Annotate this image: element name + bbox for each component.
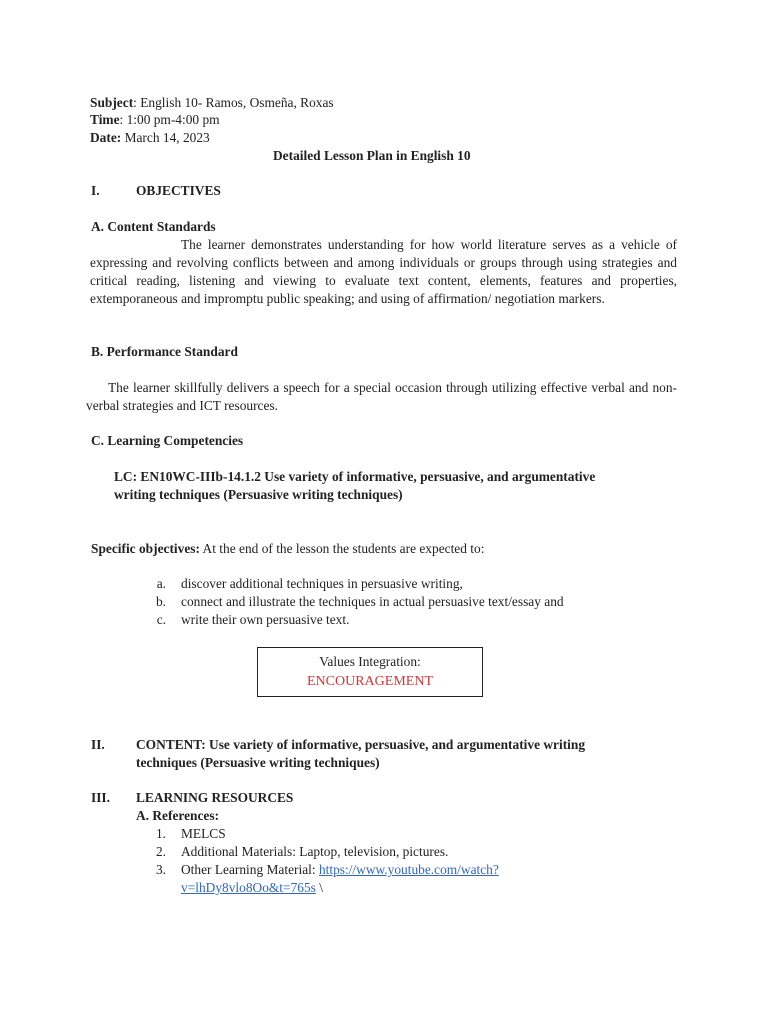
values-integration-value: ENCOURAGEMENT <box>307 674 433 689</box>
performance-standard-heading: B. Performance Standard <box>91 344 238 359</box>
youtube-link-part-1[interactable]: https://www.youtube.com/watch? <box>318 862 499 877</box>
date-label: Date: <box>90 130 122 145</box>
objectives-heading: OBJECTIVES <box>136 183 221 198</box>
lc-line-2: writing techniques (Persuasive writing techniques) <box>114 487 403 502</box>
reference-item: Additional Materials: Laptop, television, pictures. <box>181 844 449 859</box>
values-integration-box <box>257 647 483 697</box>
subject-value: : English 10- Ramos, Osmeña, Roxas <box>133 95 334 110</box>
time-label: Time <box>90 112 120 127</box>
reference-marker: 2. <box>155 844 166 859</box>
youtube-link-part-2[interactable]: v=lhDy8vlo8Oo&t=765s <box>181 880 316 895</box>
reference-link-continuation <box>181 879 323 897</box>
content-line-2: techniques (Persuasive writing techniques) <box>136 755 380 770</box>
subject-label: Subject <box>90 95 134 110</box>
objective-marker: a. <box>156 576 166 591</box>
link-suffix: \ <box>315 880 323 895</box>
content-standards-text: The learner demonstrates understanding for how world literature serves as a vehicle of expressing and revolving conflicts between and among individuals or groups through using strategies and critical reading, listening and viewing to evaluate text content, elements, features and properties, extemporaneous and impromptu public speaking; and using of affirmation/ negotiation markers. <box>90 237 677 306</box>
content-line-1: CONTENT: Use variety of informative, persuasive, and argumentative writing <box>136 737 586 752</box>
page-title: Detailed Lesson Plan in English 10 <box>273 148 471 163</box>
resources-heading: LEARNING RESOURCES <box>136 790 294 805</box>
time-line <box>90 111 220 129</box>
reference-item: MELCS <box>181 826 226 841</box>
content-standards-heading: A. Content Standards <box>91 219 216 234</box>
objective-marker: b. <box>155 594 166 609</box>
content-numeral: II. <box>91 737 105 752</box>
objective-item: discover additional techniques in persuasive writing, <box>181 576 463 591</box>
specific-objectives-line <box>91 540 484 558</box>
reference-marker: 3. <box>155 862 166 877</box>
objective-item: write their own persuasive text. <box>181 612 350 627</box>
reference-item-other <box>181 861 499 879</box>
learning-competencies-heading: C. Learning Competencies <box>91 433 244 448</box>
reference-marker: 1. <box>155 826 166 841</box>
date-value: March 14, 2023 <box>121 130 210 145</box>
performance-standard-text: The learner skillfully delivers a speech for a special occasion through utilizing effective verbal and non-verbal strategies and ICT resources. <box>86 380 677 413</box>
time-value: : 1:00 pm-4:00 pm <box>119 112 220 127</box>
objectives-numeral: I. <box>91 183 100 198</box>
reference-item: Other Learning Material: <box>181 862 319 877</box>
specific-objectives-label: Specific objectives: <box>91 541 200 556</box>
subject-line <box>90 94 334 112</box>
lc-line-1: LC: EN10WC-IIIb-14.1.2 Use variety of informative, persuasive, and argumentative <box>114 469 596 484</box>
resources-numeral: III. <box>91 790 110 805</box>
specific-objectives-text: At the end of the lesson the students are expected to: <box>199 541 485 556</box>
objective-item: connect and illustrate the techniques in actual persuasive text/essay and <box>181 594 564 609</box>
values-integration-label: Values Integration: <box>319 654 421 669</box>
objective-marker: c. <box>156 612 166 627</box>
date-line <box>90 129 210 147</box>
references-heading: A. References: <box>136 808 220 823</box>
